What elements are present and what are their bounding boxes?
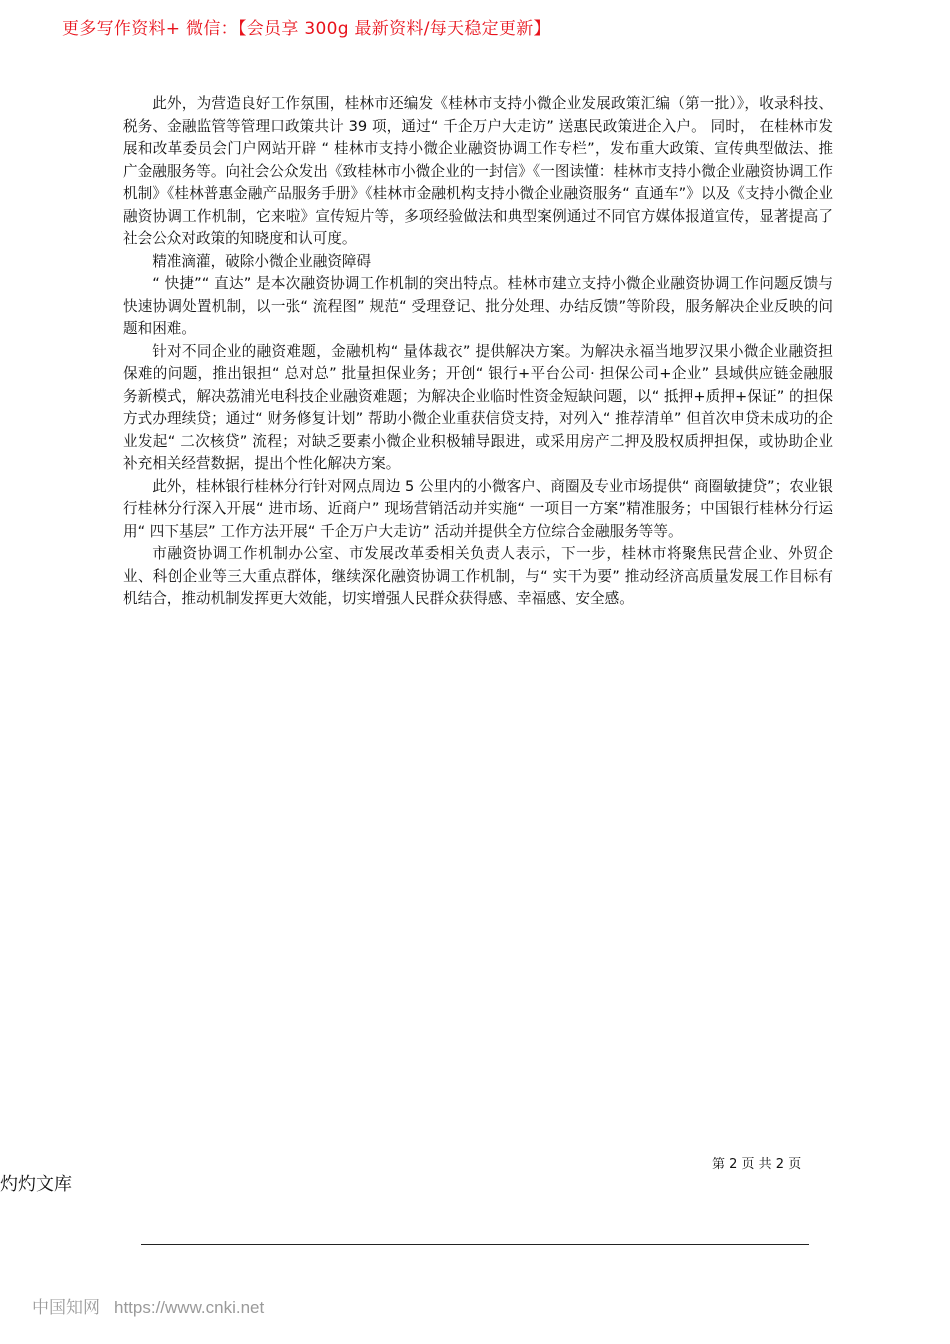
article-paragraph: “ 快捷”“ 直达” 是本次融资协调工作机制的突出特点。桂林市建立支持小微企业融资协调工作问题反馈与快速协调处置机制，以一张“ 流程图” 规范“ 受理登记、批分处理、办结反馈”等阶段，服务解决企业反映的问题和困难。: [123, 275, 833, 337]
section-heading: 精准滴灌，破除小微企业融资障碍: [152, 252, 372, 270]
page-number: 第 2 页 共 2 页: [712, 1157, 802, 1172]
watermark-name: 中国知网: [32, 1298, 100, 1318]
article-paragraph: 此外，为营造良好工作氛围，桂林市还编发《桂林市支持小微企业发展政策汇编（第一批）》，收录科技、税务、金融监管等管理口政策共计 39 项，通过“ 千企万户大走访” 送惠民政策进企入户。 同时， 在桂林市发展和改革委员会门户网站开辟 “ 桂林市支持小微企业融资协调工作专栏”，发布重大政策、宣传典型做法、推广金融服务等。向社会公众发出《致桂林市小微企业的一封信》《一图读懂：桂林市支持小微企业融资协调工作机制》《桂林普惠金融产品服务手册》《桂林市金融机构支持小微企业融资服务“ 直通车”》以及《支持小微企业融资协调工作机制，它来啦》宣传短片等，多项经验做法和典型案例通过不同官方媒体报道宣传，显著提高了社会公众对政策的知晓度和认可度。: [123, 95, 833, 247]
watermark-url: https://www.cnki.net: [114, 1298, 265, 1317]
article-body: [123, 93, 833, 611]
footer-divider: [141, 1244, 809, 1245]
promo-banner: 更多写作资料+ 微信：【会员享 300g 最新资料/每天稳定更新】: [62, 19, 551, 39]
cnki-watermark: [32, 1293, 264, 1318]
article-paragraph: 此外，桂林银行桂林分行针对网点周边 5 公里内的小微客户、商圈及专业市场提供“ 商圈敏捷贷”；农业银行桂林分行深入开展“ 进市场、近商户” 现场营销活动并实施“ 一项目一方案”精准服务；中国银行桂林分行运用“ 四下基层” 工作方法开展“ 千企万户大走访” 活动并提供全方位综合金融服务等等。: [123, 477, 833, 540]
article-paragraph: 市融资协调工作机制办公室、市发展改革委相关负责人表示，下一步，桂林市将聚焦民营企业、外贸企业、科创企业等三大重点群体，继续深化融资协调工作机制，与“ 实干为要” 推动经济高质量发展工作目标有机结合，推动机制发挥更大效能，切实增强人民群众获得感、幸福感、安全感。: [123, 545, 833, 607]
library-name: 灼灼文库: [0, 1174, 72, 1195]
article-paragraph: 针对不同企业的融资难题，金融机构“ 量体裁衣” 提供解决方案。为解决永福当地罗汉果小微企业融资担保难的问题，推出银担“ 总对总” 批量担保业务；开创“ 银行+平台公司· 担保公司+企业” 县域供应链金融服务新模式，解决荔浦光电科技企业融资难题；为解决企业临时性资金短缺问题，以“ 抵押+质押+保证” 的担保方式办理续贷；通过“ 财务修复计划” 帮助小微企业重获信贷支持，对列入“ 推荐清单” 但首次申贷未成功的企业发起“ 二次核贷” 流程；对缺乏要素小微企业积极辅导跟进，或采用房产二押及股权质押担保，或协助企业补充相关经营数据，提出个性化解决方案。: [123, 342, 833, 472]
